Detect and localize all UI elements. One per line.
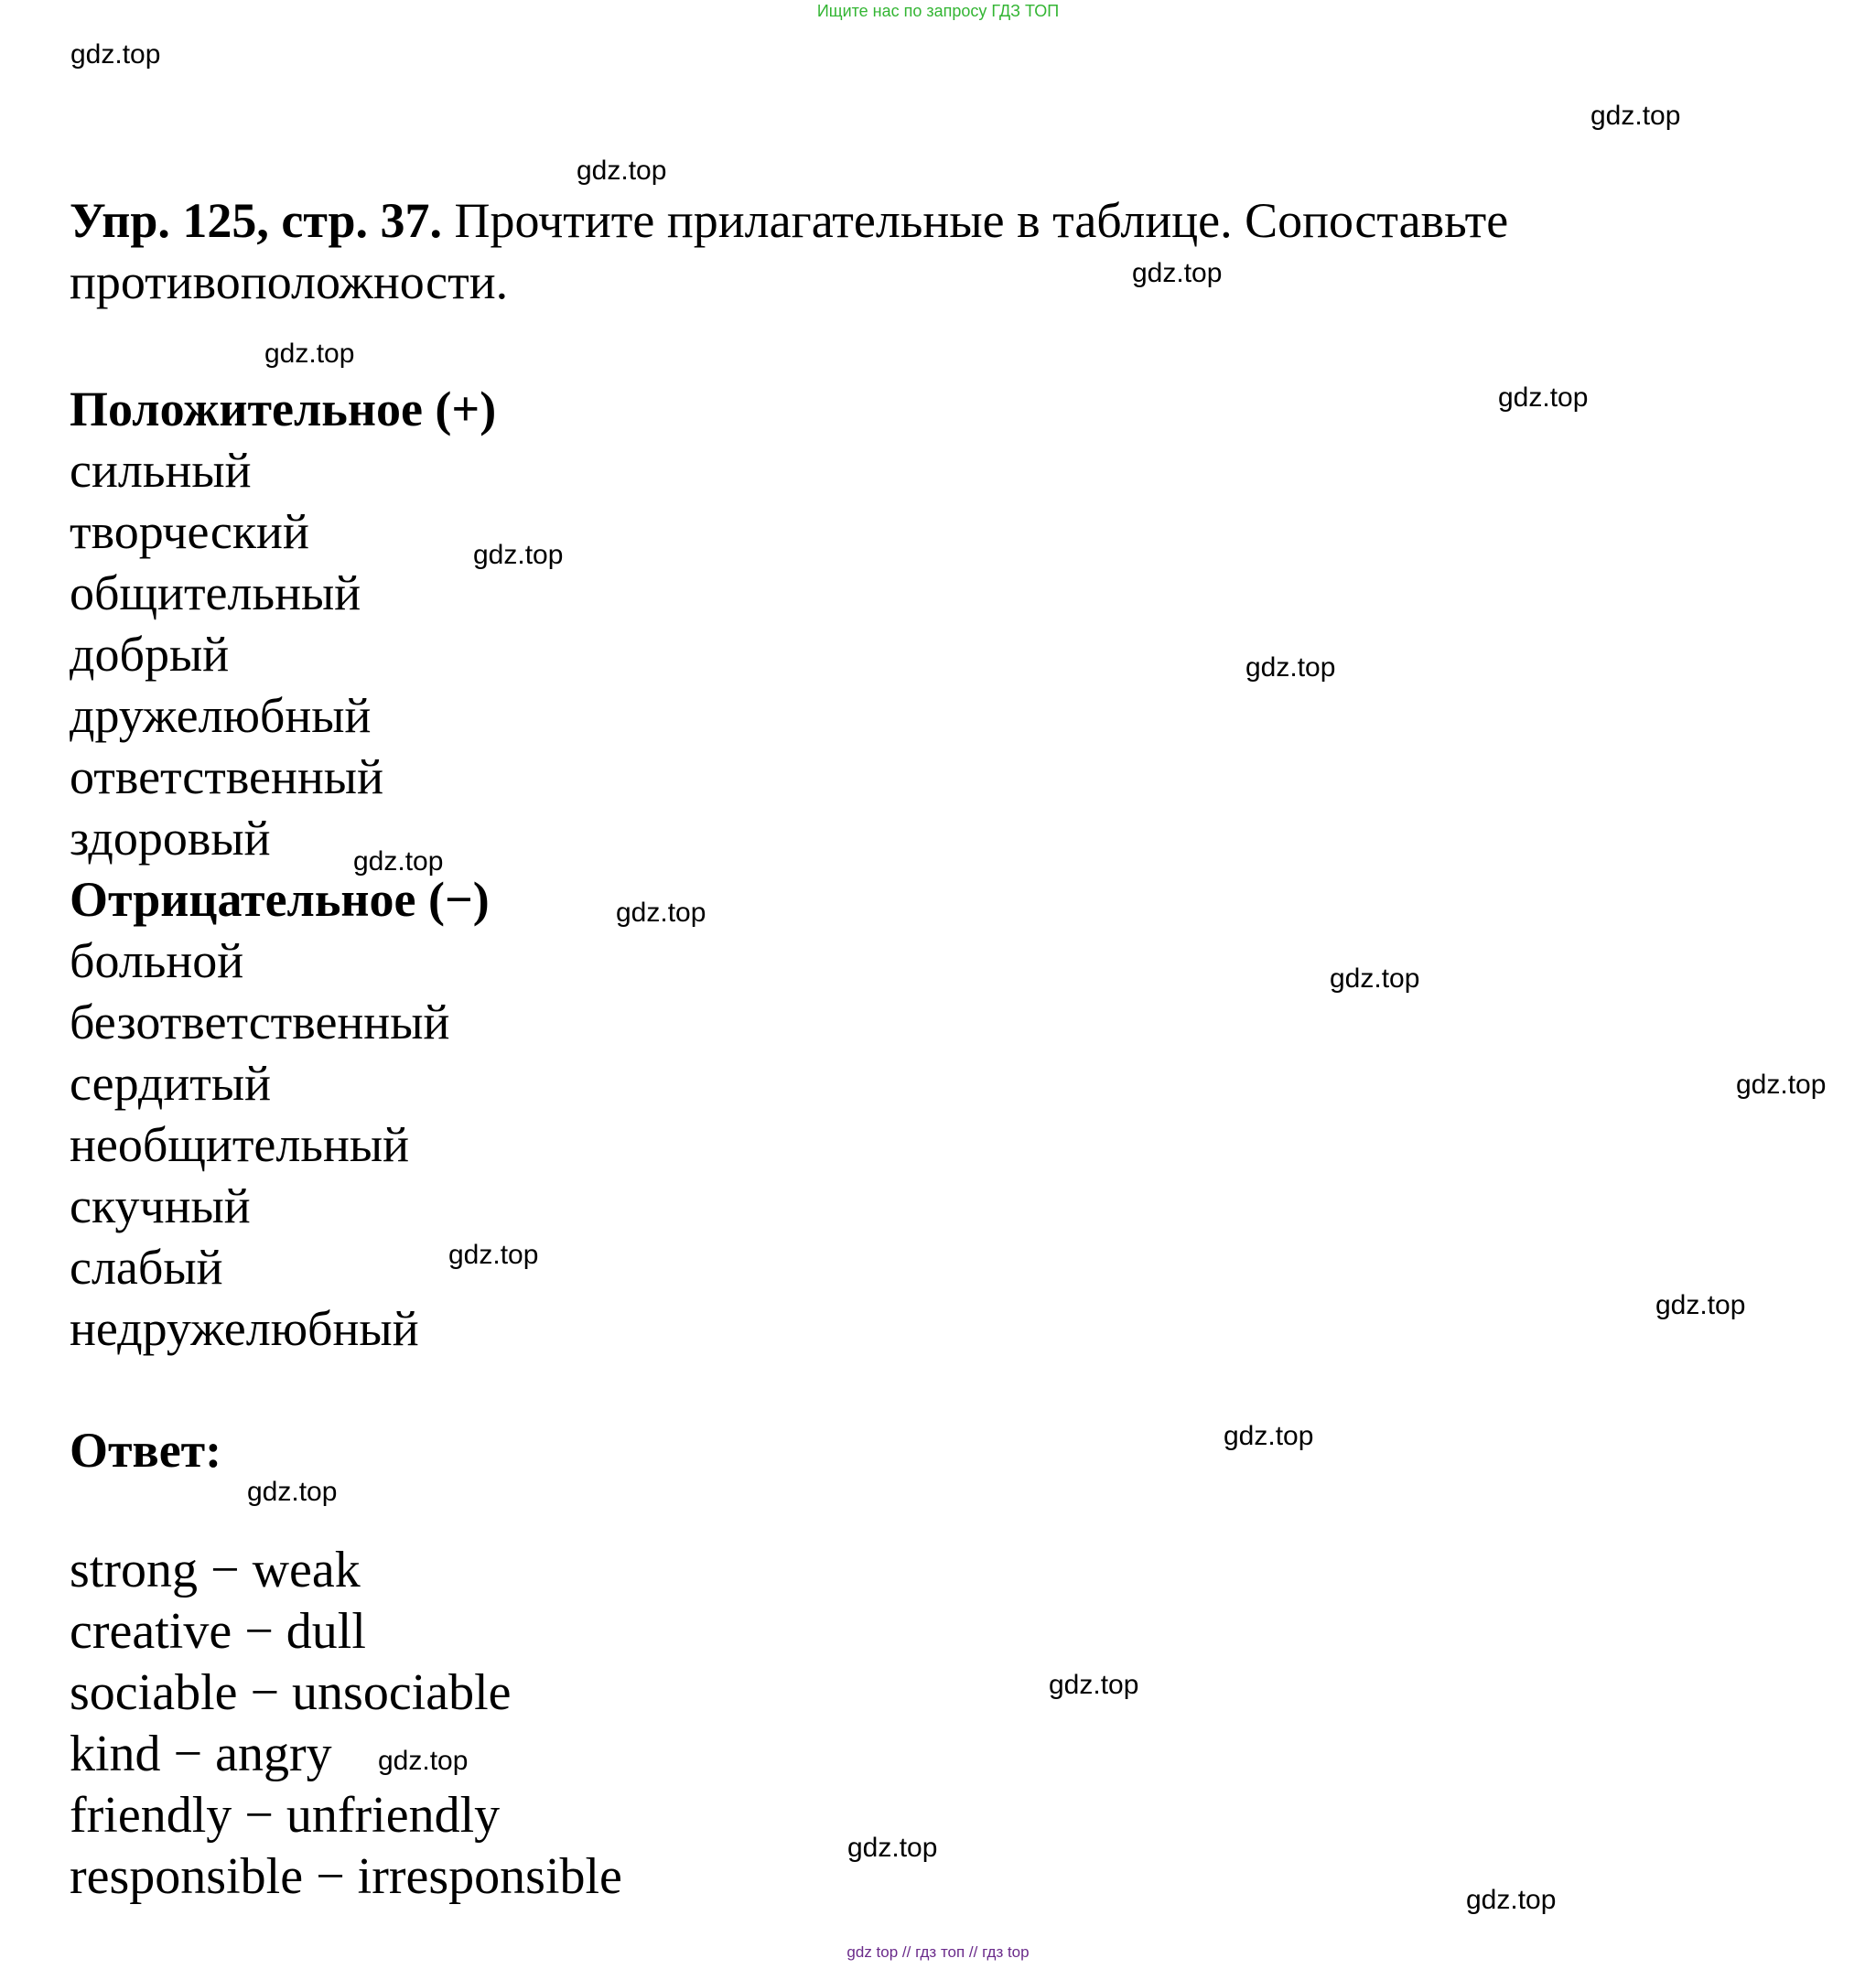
answer-pair: sociable − unsociable [70,1664,512,1721]
answer-heading: Ответ: [70,1423,222,1478]
watermark: gdz.top [1466,1885,1557,1915]
watermark: gdz.top [448,1240,539,1270]
list-item: недружелюбный [70,1301,419,1356]
list-item: слабый [70,1240,223,1295]
watermark: gdz.top [473,540,564,570]
answer-pair: kind − angry [70,1726,332,1782]
watermark: gdz.top [70,39,161,70]
answer-pair: strong − weak [70,1542,361,1598]
watermark: gdz.top [1049,1670,1139,1700]
list-item: сердитый [70,1056,272,1111]
negative-heading: Отрицательное (−) [70,872,490,927]
watermark: gdz.top [577,156,667,186]
list-item: больной [70,933,244,988]
negative-word-list [70,931,1808,1360]
answer-pair: responsible − irresponsible [70,1848,622,1905]
positive-word-list [70,440,1808,869]
task-number: Упр. 125, стр. 37. [70,193,443,248]
list-item: дружелюбный [70,688,372,743]
list-item: ответственный [70,749,383,804]
watermark: gdz.top [1245,652,1336,683]
watermark: gdz.top [847,1833,938,1863]
watermark: gdz.top [247,1477,338,1507]
answer-pair: friendly − unfriendly [70,1787,501,1844]
watermark: gdz.top [1590,101,1681,131]
watermark: gdz.top [1498,382,1589,413]
answer-pairs-list [70,1540,1808,1908]
watermark: gdz.top [616,898,706,928]
top-banner[interactable]: Ищите нас по запросу ГДЗ ТОП [816,2,1060,20]
list-item: добрый [70,627,230,682]
watermark: gdz.top [1330,963,1420,994]
watermark: gdz.top [264,339,355,369]
positive-heading: Положительное (+) [70,382,497,436]
answer-pair: creative − dull [70,1603,366,1660]
watermark: gdz.top [378,1746,469,1776]
list-item: скучный [70,1178,251,1233]
list-item: необщительный [70,1117,410,1172]
watermark: gdz.top [1132,258,1223,288]
footer-links[interactable]: gdz top // гдз топ // гдз top [846,1943,1030,1961]
list-item: сильный [70,443,252,498]
list-item: здоровый [70,811,271,866]
exercise-content [70,190,1808,1908]
watermark: gdz.top [1736,1070,1827,1100]
task-instruction: Прочтите прилагательные в таблице. Сопоставьте противоположности. [70,193,1509,309]
list-item: безответственный [70,995,450,1049]
watermark: gdz.top [353,846,444,877]
task-text [70,190,1808,313]
watermark: gdz.top [1655,1290,1746,1320]
list-item: общительный [70,565,361,620]
watermark: gdz.top [1224,1421,1314,1451]
list-item: творческий [70,504,309,559]
